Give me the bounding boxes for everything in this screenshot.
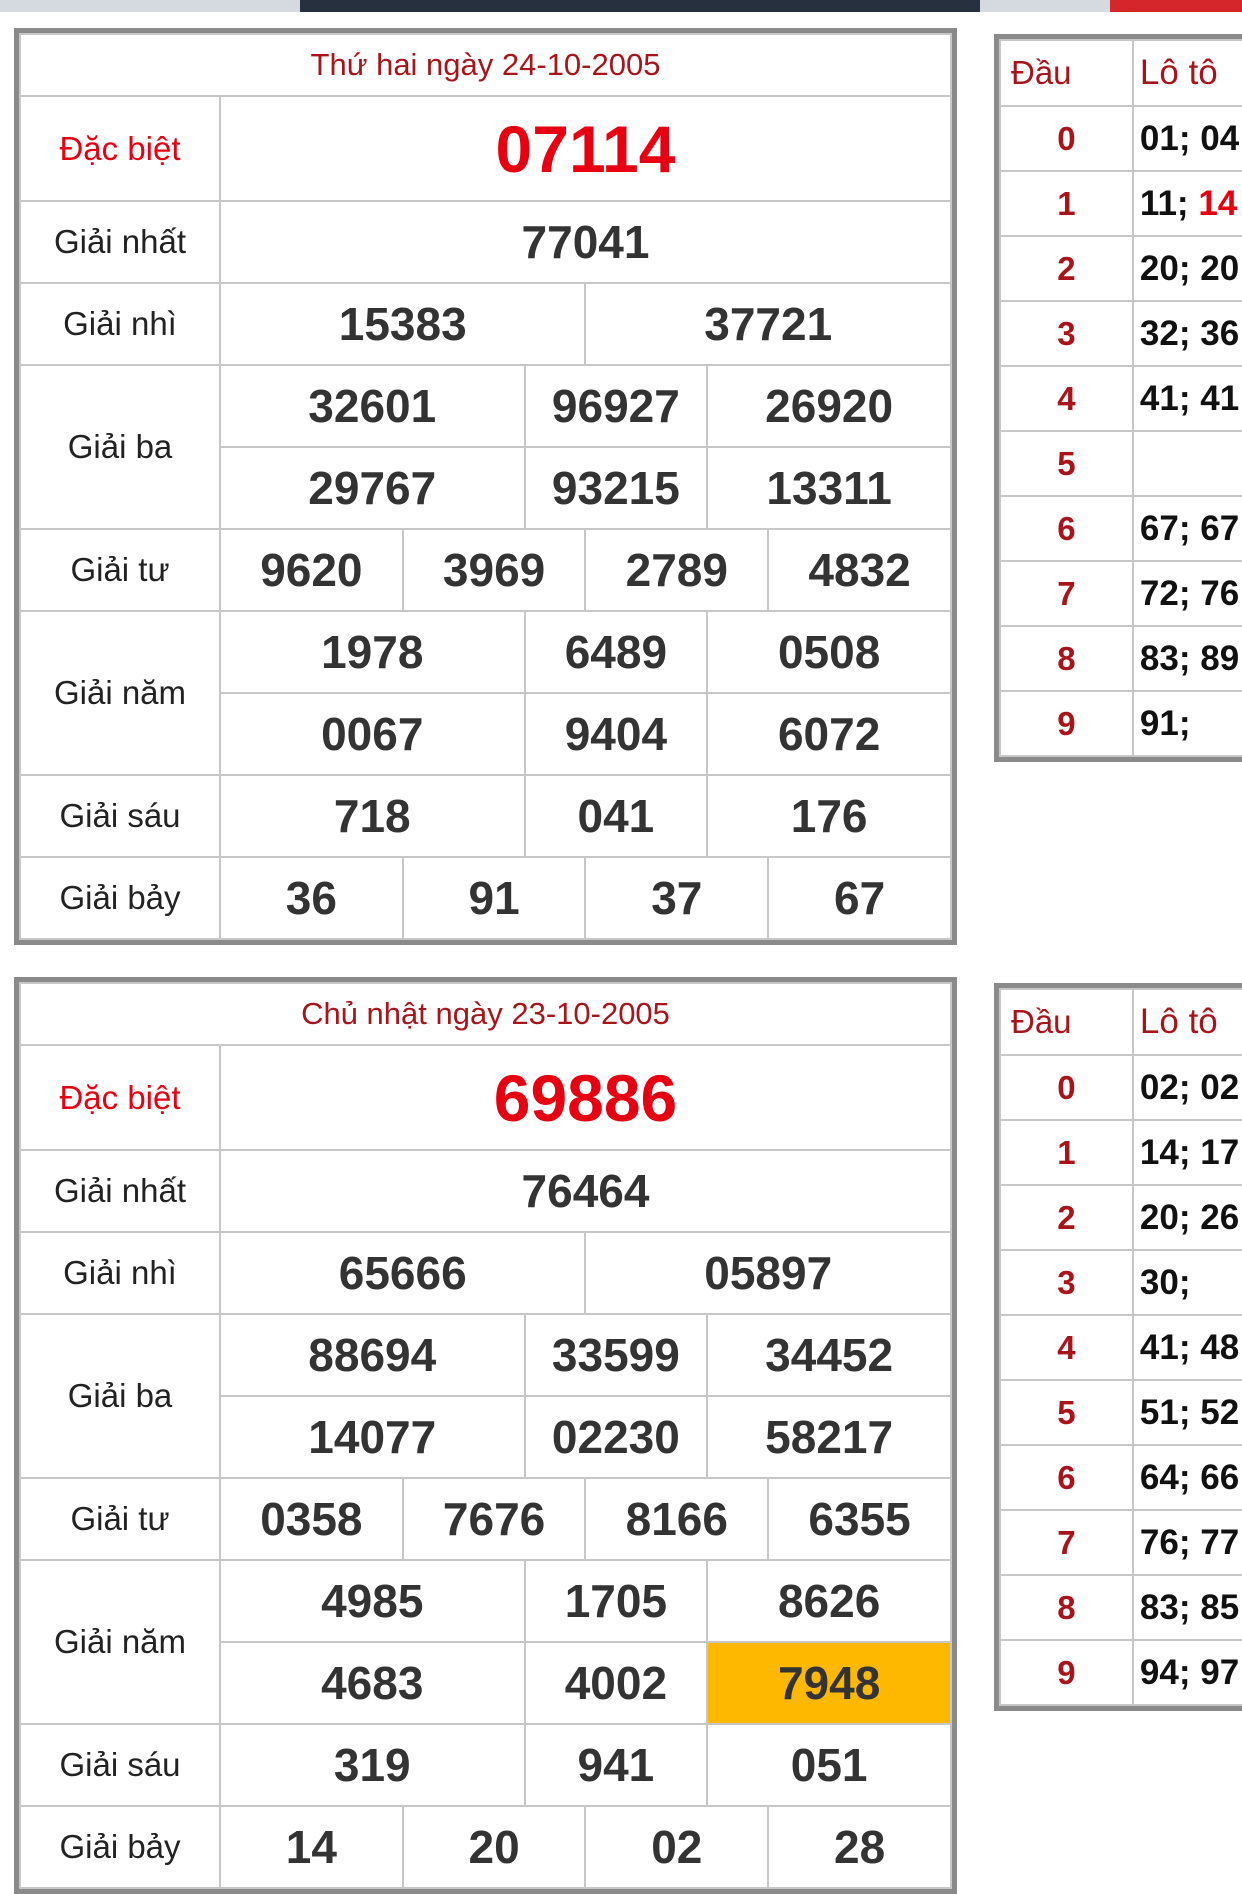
loto-values: 64; 66 bbox=[1133, 1445, 1242, 1510]
draw-date: Chủ nhật ngày 23-10-2005 bbox=[20, 983, 951, 1045]
label-special: Đặc biệt bbox=[20, 1045, 220, 1150]
loto-dau: 4 bbox=[1000, 366, 1133, 431]
fifth-prize: 8626 bbox=[707, 1560, 951, 1642]
seventh-prize: 20 bbox=[403, 1806, 586, 1888]
loto-values: 30; bbox=[1133, 1250, 1242, 1315]
loto-dau: 4 bbox=[1000, 1315, 1133, 1380]
loto-values: 01; 04 bbox=[1133, 106, 1242, 171]
sixth-prize: 718 bbox=[220, 775, 525, 857]
loto-dau: 1 bbox=[1000, 171, 1133, 236]
loto-header-loto: Lô tô bbox=[1133, 40, 1242, 106]
loto-header-dau: Đầu bbox=[1000, 989, 1133, 1055]
loto-values: 20; 20 bbox=[1133, 236, 1242, 301]
label-third: Giải ba bbox=[20, 365, 220, 529]
loto-dau: 5 bbox=[1000, 1380, 1133, 1445]
label-fifth: Giải năm bbox=[20, 611, 220, 775]
result-table-1 bbox=[14, 28, 957, 945]
third-prize: 26920 bbox=[707, 365, 951, 447]
loto-values: 41; 48 bbox=[1133, 1315, 1242, 1380]
label-sixth: Giải sáu bbox=[20, 775, 220, 857]
fifth-prize: 6072 bbox=[707, 693, 951, 775]
first-prize: 76464 bbox=[220, 1150, 951, 1232]
label-second: Giải nhì bbox=[20, 283, 220, 365]
second-prize: 15383 bbox=[220, 283, 585, 365]
loto-dau: 9 bbox=[1000, 1640, 1133, 1705]
loto-values: 83; 85 bbox=[1133, 1575, 1242, 1640]
first-prize: 77041 bbox=[220, 201, 951, 283]
loto-values: 20; 26 bbox=[1133, 1185, 1242, 1250]
label-sixth: Giải sáu bbox=[20, 1724, 220, 1806]
special-prize: 69886 bbox=[220, 1045, 951, 1150]
second-prize: 65666 bbox=[220, 1232, 585, 1314]
loto-dau: 2 bbox=[1000, 1185, 1133, 1250]
loto-dau: 7 bbox=[1000, 561, 1133, 626]
loto-values: 11; 14 bbox=[1133, 171, 1242, 236]
loto-values: 02; 02 bbox=[1133, 1055, 1242, 1120]
fifth-prize: 6489 bbox=[525, 611, 708, 693]
loto-values: 83; 89 bbox=[1133, 626, 1242, 691]
result-table-2 bbox=[14, 977, 957, 1894]
loto-dau: 5 bbox=[1000, 431, 1133, 496]
fourth-prize: 8166 bbox=[585, 1478, 768, 1560]
fifth-prize-highlighted: 7948 bbox=[707, 1642, 951, 1724]
label-first: Giải nhất bbox=[20, 201, 220, 283]
third-prize: 88694 bbox=[220, 1314, 525, 1396]
label-fourth: Giải tư bbox=[20, 1478, 220, 1560]
third-prize: 02230 bbox=[525, 1396, 708, 1478]
fourth-prize: 2789 bbox=[585, 529, 768, 611]
label-fifth: Giải năm bbox=[20, 1560, 220, 1724]
third-prize: 33599 bbox=[525, 1314, 708, 1396]
loto-header-loto: Lô tô bbox=[1133, 989, 1242, 1055]
sixth-prize: 319 bbox=[220, 1724, 525, 1806]
banner-red-band bbox=[1110, 0, 1242, 12]
fifth-prize: 0508 bbox=[707, 611, 951, 693]
sixth-prize: 176 bbox=[707, 775, 951, 857]
loto-values: 91; bbox=[1133, 691, 1242, 756]
label-seventh: Giải bảy bbox=[20, 857, 220, 939]
seventh-prize: 02 bbox=[585, 1806, 768, 1888]
loto-table-1 bbox=[994, 34, 1242, 762]
loto-dau: 1 bbox=[1000, 1120, 1133, 1185]
label-second: Giải nhì bbox=[20, 1232, 220, 1314]
seventh-prize: 36 bbox=[220, 857, 403, 939]
third-prize: 13311 bbox=[707, 447, 951, 529]
label-fourth: Giải tư bbox=[20, 529, 220, 611]
label-third: Giải ba bbox=[20, 1314, 220, 1478]
loto-table-2 bbox=[994, 983, 1242, 1711]
loto-values: 51; 52 bbox=[1133, 1380, 1242, 1445]
label-special: Đặc biệt bbox=[20, 96, 220, 201]
loto-values: 94; 97 bbox=[1133, 1640, 1242, 1705]
loto-values: 76; 77 bbox=[1133, 1510, 1242, 1575]
sixth-prize: 941 bbox=[525, 1724, 708, 1806]
loto-dau: 0 bbox=[1000, 1055, 1133, 1120]
label-first: Giải nhất bbox=[20, 1150, 220, 1232]
fourth-prize: 7676 bbox=[403, 1478, 586, 1560]
loto-header-dau: Đầu bbox=[1000, 40, 1133, 106]
special-prize: 07114 bbox=[220, 96, 951, 201]
label-seventh: Giải bảy bbox=[20, 1806, 220, 1888]
fifth-prize: 9404 bbox=[525, 693, 708, 775]
fifth-prize: 1978 bbox=[220, 611, 525, 693]
sixth-prize: 041 bbox=[525, 775, 708, 857]
third-prize: 32601 bbox=[220, 365, 525, 447]
fifth-prize: 0067 bbox=[220, 693, 525, 775]
sixth-prize: 051 bbox=[707, 1724, 951, 1806]
third-prize: 14077 bbox=[220, 1396, 525, 1478]
loto-values: 41; 41 bbox=[1133, 366, 1242, 431]
loto-dau: 3 bbox=[1000, 1250, 1133, 1315]
loto-dau: 6 bbox=[1000, 496, 1133, 561]
loto-dau: 7 bbox=[1000, 1510, 1133, 1575]
seventh-prize: 91 bbox=[403, 857, 586, 939]
loto-values bbox=[1133, 431, 1242, 496]
loto-dau: 8 bbox=[1000, 626, 1133, 691]
top-banner bbox=[0, 0, 1242, 12]
fifth-prize: 4002 bbox=[525, 1642, 708, 1724]
loto-dau: 8 bbox=[1000, 1575, 1133, 1640]
third-prize: 58217 bbox=[707, 1396, 951, 1478]
loto-values: 67; 67 bbox=[1133, 496, 1242, 561]
seventh-prize: 37 bbox=[585, 857, 768, 939]
fourth-prize: 0358 bbox=[220, 1478, 403, 1560]
loto-dau: 9 bbox=[1000, 691, 1133, 756]
loto-values: 32; 36 bbox=[1133, 301, 1242, 366]
loto-values: 14; 17 bbox=[1133, 1120, 1242, 1185]
loto-values: 72; 76 bbox=[1133, 561, 1242, 626]
fifth-prize: 1705 bbox=[525, 1560, 708, 1642]
fourth-prize: 9620 bbox=[220, 529, 403, 611]
second-prize: 05897 bbox=[585, 1232, 951, 1314]
loto-dau: 3 bbox=[1000, 301, 1133, 366]
fourth-prize: 3969 bbox=[403, 529, 586, 611]
second-prize: 37721 bbox=[585, 283, 951, 365]
fourth-prize: 4832 bbox=[768, 529, 951, 611]
third-prize: 93215 bbox=[525, 447, 708, 529]
third-prize: 34452 bbox=[707, 1314, 951, 1396]
loto-dau: 0 bbox=[1000, 106, 1133, 171]
seventh-prize: 14 bbox=[220, 1806, 403, 1888]
banner-dark-band bbox=[300, 0, 980, 12]
loto-dau: 6 bbox=[1000, 1445, 1133, 1510]
loto-dau: 2 bbox=[1000, 236, 1133, 301]
fifth-prize: 4985 bbox=[220, 1560, 525, 1642]
fifth-prize: 4683 bbox=[220, 1642, 525, 1724]
fourth-prize: 6355 bbox=[768, 1478, 951, 1560]
seventh-prize: 67 bbox=[768, 857, 951, 939]
seventh-prize: 28 bbox=[768, 1806, 951, 1888]
third-prize: 29767 bbox=[220, 447, 525, 529]
third-prize: 96927 bbox=[525, 365, 708, 447]
draw-date: Thứ hai ngày 24-10-2005 bbox=[20, 34, 951, 96]
